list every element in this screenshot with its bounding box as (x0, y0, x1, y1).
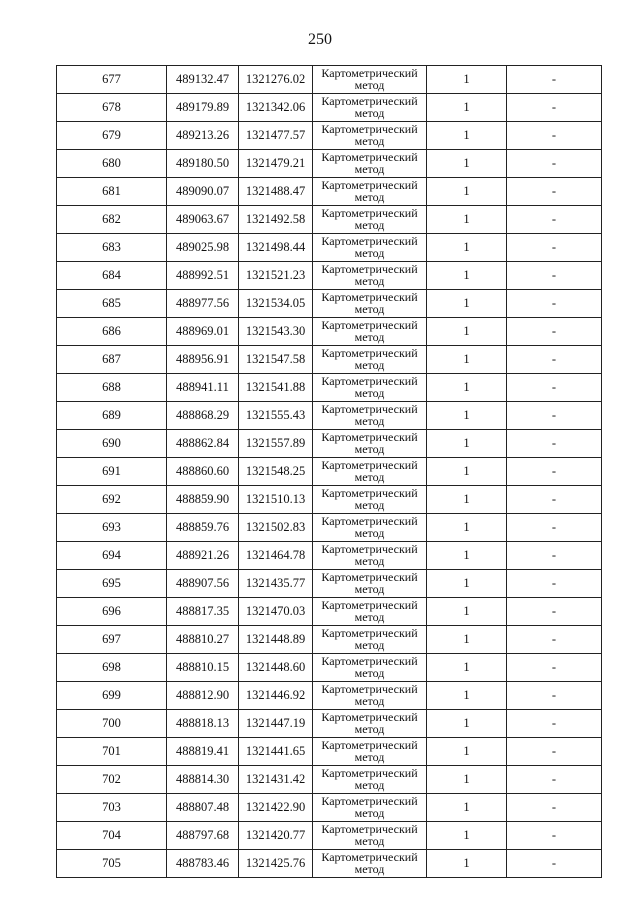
method-line-1: Картометрический (321, 514, 418, 528)
method-line-2: метод (354, 274, 385, 288)
point-number-cell: 694 (57, 542, 167, 570)
method-line-2: метод (354, 722, 385, 736)
y-coordinate-cell: 1321477.57 (239, 122, 313, 150)
point-number-cell: 683 (57, 234, 167, 262)
method-line-2: метод (354, 470, 385, 484)
y-coordinate-cell: 1321470.03 (239, 598, 313, 626)
method-cell (313, 626, 427, 654)
x-coordinate-cell: 489180.50 (167, 150, 239, 178)
precision-cell: 1 (427, 318, 507, 346)
method-line-2: метод (354, 834, 385, 848)
precision-cell: 1 (427, 262, 507, 290)
x-coordinate-cell: 488992.51 (167, 262, 239, 290)
x-coordinate-cell: 488859.76 (167, 514, 239, 542)
point-number-cell: 688 (57, 374, 167, 402)
precision-cell: 1 (427, 654, 507, 682)
x-coordinate-cell: 488819.41 (167, 738, 239, 766)
description-cell: - (507, 794, 602, 822)
y-coordinate-cell: 1321548.25 (239, 458, 313, 486)
precision-cell: 1 (427, 94, 507, 122)
description-cell: - (507, 430, 602, 458)
method-line-1: Картометрический (321, 178, 418, 192)
x-coordinate-cell: 488818.13 (167, 710, 239, 738)
method-cell (313, 822, 427, 850)
method-line-2: метод (354, 750, 385, 764)
x-coordinate-cell: 488941.11 (167, 374, 239, 402)
method-line-1: Картометрический (321, 654, 418, 668)
x-coordinate-cell: 488862.84 (167, 430, 239, 458)
method-line-1: Картометрический (321, 150, 418, 164)
precision-cell: 1 (427, 794, 507, 822)
page-number: 250 (308, 31, 332, 48)
x-coordinate-cell: 488969.01 (167, 318, 239, 346)
description-cell: - (507, 458, 602, 486)
method-line-1: Картометрический (321, 430, 418, 444)
precision-cell: 1 (427, 486, 507, 514)
method-line-1: Картометрический (321, 822, 418, 836)
description-cell: - (507, 290, 602, 318)
x-coordinate-cell: 489179.89 (167, 94, 239, 122)
description-cell: - (507, 206, 602, 234)
description-cell: - (507, 514, 602, 542)
method-line-2: метод (354, 106, 385, 120)
y-coordinate-cell: 1321448.89 (239, 626, 313, 654)
precision-cell: 1 (427, 374, 507, 402)
table-row (57, 850, 602, 878)
method-line-1: Картометрический (321, 626, 418, 640)
precision-cell: 1 (427, 766, 507, 794)
description-cell: - (507, 822, 602, 850)
x-coordinate-cell: 488810.27 (167, 626, 239, 654)
table-row (57, 150, 602, 178)
precision-cell: 1 (427, 850, 507, 878)
table-row (57, 542, 602, 570)
precision-cell: 1 (427, 598, 507, 626)
y-coordinate-cell: 1321547.58 (239, 346, 313, 374)
method-cell (313, 178, 427, 206)
method-cell (313, 234, 427, 262)
y-coordinate-cell: 1321441.65 (239, 738, 313, 766)
method-line-2: метод (354, 246, 385, 260)
description-cell: - (507, 66, 602, 94)
precision-cell: 1 (427, 542, 507, 570)
method-cell (313, 682, 427, 710)
y-coordinate-cell: 1321435.77 (239, 570, 313, 598)
point-number-cell: 702 (57, 766, 167, 794)
y-coordinate-cell: 1321447.19 (239, 710, 313, 738)
method-line-2: метод (354, 386, 385, 400)
method-line-2: метод (354, 582, 385, 596)
method-line-1: Картометрический (321, 346, 418, 360)
point-number-cell: 679 (57, 122, 167, 150)
point-number-cell: 681 (57, 178, 167, 206)
point-number-cell: 697 (57, 626, 167, 654)
description-cell: - (507, 654, 602, 682)
y-coordinate-cell: 1321431.42 (239, 766, 313, 794)
y-coordinate-cell: 1321479.21 (239, 150, 313, 178)
precision-cell: 1 (427, 178, 507, 206)
precision-cell: 1 (427, 738, 507, 766)
method-cell (313, 290, 427, 318)
description-cell: - (507, 318, 602, 346)
description-cell: - (507, 598, 602, 626)
description-cell: - (507, 542, 602, 570)
y-coordinate-cell: 1321521.23 (239, 262, 313, 290)
point-number-cell: 691 (57, 458, 167, 486)
precision-cell: 1 (427, 346, 507, 374)
table-row (57, 626, 602, 654)
method-cell (313, 598, 427, 626)
point-number-cell: 703 (57, 794, 167, 822)
table-row (57, 682, 602, 710)
y-coordinate-cell: 1321498.44 (239, 234, 313, 262)
method-line-1: Картометрический (321, 318, 418, 332)
description-cell: - (507, 178, 602, 206)
method-line-2: метод (354, 666, 385, 680)
method-line-2: метод (354, 862, 385, 876)
x-coordinate-cell: 488860.60 (167, 458, 239, 486)
method-line-2: метод (354, 78, 385, 92)
method-line-2: метод (354, 358, 385, 372)
description-cell: - (507, 710, 602, 738)
method-cell (313, 402, 427, 430)
y-coordinate-cell: 1321555.43 (239, 402, 313, 430)
method-line-2: метод (354, 638, 385, 652)
table-row (57, 738, 602, 766)
x-coordinate-cell: 488921.26 (167, 542, 239, 570)
y-coordinate-cell: 1321464.78 (239, 542, 313, 570)
description-cell: - (507, 374, 602, 402)
x-coordinate-cell: 489025.98 (167, 234, 239, 262)
method-cell (313, 346, 427, 374)
point-number-cell: 685 (57, 290, 167, 318)
method-line-1: Картометрический (321, 94, 418, 108)
precision-cell: 1 (427, 206, 507, 234)
method-line-1: Картометрический (321, 570, 418, 584)
precision-cell: 1 (427, 710, 507, 738)
point-number-cell: 682 (57, 206, 167, 234)
method-line-2: метод (354, 778, 385, 792)
point-number-cell: 692 (57, 486, 167, 514)
method-cell (313, 850, 427, 878)
y-coordinate-cell: 1321492.58 (239, 206, 313, 234)
x-coordinate-cell: 488977.56 (167, 290, 239, 318)
method-line-2: метод (354, 218, 385, 232)
x-coordinate-cell: 488814.30 (167, 766, 239, 794)
point-number-cell: 696 (57, 598, 167, 626)
point-number-cell: 687 (57, 346, 167, 374)
table-row (57, 178, 602, 206)
method-line-1: Картометрический (321, 206, 418, 220)
x-coordinate-cell: 488859.90 (167, 486, 239, 514)
method-line-2: метод (354, 190, 385, 204)
description-cell: - (507, 570, 602, 598)
method-line-1: Картометрический (321, 766, 418, 780)
method-cell (313, 122, 427, 150)
precision-cell: 1 (427, 234, 507, 262)
table-row (57, 290, 602, 318)
table-row (57, 486, 602, 514)
method-cell (313, 430, 427, 458)
method-cell (313, 318, 427, 346)
table-row (57, 710, 602, 738)
method-cell (313, 654, 427, 682)
method-line-2: метод (354, 162, 385, 176)
point-number-cell: 689 (57, 402, 167, 430)
point-number-cell: 686 (57, 318, 167, 346)
point-number-cell: 684 (57, 262, 167, 290)
table-row (57, 794, 602, 822)
method-cell (313, 766, 427, 794)
method-line-2: метод (354, 330, 385, 344)
method-line-2: метод (354, 806, 385, 820)
table-row (57, 262, 602, 290)
description-cell: - (507, 94, 602, 122)
method-line-1: Картометрический (321, 486, 418, 500)
table-row (57, 598, 602, 626)
y-coordinate-cell: 1321276.02 (239, 66, 313, 94)
method-line-2: метод (354, 610, 385, 624)
y-coordinate-cell: 1321510.13 (239, 486, 313, 514)
table-row (57, 346, 602, 374)
method-cell (313, 94, 427, 122)
x-coordinate-cell: 489213.26 (167, 122, 239, 150)
x-coordinate-cell: 488812.90 (167, 682, 239, 710)
x-coordinate-cell: 489132.47 (167, 66, 239, 94)
method-line-2: метод (354, 526, 385, 540)
description-cell: - (507, 402, 602, 430)
x-coordinate-cell: 488783.46 (167, 850, 239, 878)
x-coordinate-cell: 488907.56 (167, 570, 239, 598)
method-cell (313, 710, 427, 738)
table-row (57, 318, 602, 346)
precision-cell: 1 (427, 514, 507, 542)
method-line-1: Картометрический (321, 262, 418, 276)
method-cell (313, 150, 427, 178)
method-cell (313, 66, 427, 94)
method-cell (313, 738, 427, 766)
point-number-cell: 695 (57, 570, 167, 598)
x-coordinate-cell: 488956.91 (167, 346, 239, 374)
method-line-1: Картометрический (321, 794, 418, 808)
method-line-1: Картометрический (321, 234, 418, 248)
precision-cell: 1 (427, 150, 507, 178)
precision-cell: 1 (427, 66, 507, 94)
y-coordinate-cell: 1321541.88 (239, 374, 313, 402)
y-coordinate-cell: 1321557.89 (239, 430, 313, 458)
method-line-2: метод (354, 554, 385, 568)
point-number-cell: 700 (57, 710, 167, 738)
method-cell (313, 486, 427, 514)
point-number-cell: 693 (57, 514, 167, 542)
y-coordinate-cell: 1321502.83 (239, 514, 313, 542)
precision-cell: 1 (427, 682, 507, 710)
precision-cell: 1 (427, 822, 507, 850)
table-row (57, 66, 602, 94)
table-row (57, 766, 602, 794)
method-line-2: метод (354, 302, 385, 316)
description-cell: - (507, 738, 602, 766)
method-line-1: Картометрический (321, 738, 418, 752)
table-row (57, 654, 602, 682)
description-cell: - (507, 234, 602, 262)
table-row (57, 402, 602, 430)
table-row (57, 374, 602, 402)
method-cell (313, 794, 427, 822)
method-cell (313, 374, 427, 402)
point-number-cell: 705 (57, 850, 167, 878)
x-coordinate-cell: 489090.07 (167, 178, 239, 206)
table-row (57, 514, 602, 542)
precision-cell: 1 (427, 430, 507, 458)
x-coordinate-cell: 488817.35 (167, 598, 239, 626)
coordinates-table (56, 65, 602, 878)
y-coordinate-cell: 1321488.47 (239, 178, 313, 206)
table-row (57, 822, 602, 850)
method-cell (313, 458, 427, 486)
method-line-2: метод (354, 134, 385, 148)
description-cell: - (507, 766, 602, 794)
table-row (57, 94, 602, 122)
method-line-1: Картометрический (321, 66, 418, 80)
description-cell: - (507, 346, 602, 374)
table-row (57, 430, 602, 458)
description-cell: - (507, 682, 602, 710)
precision-cell: 1 (427, 402, 507, 430)
point-number-cell: 701 (57, 738, 167, 766)
precision-cell: 1 (427, 626, 507, 654)
method-line-2: метод (354, 442, 385, 456)
table-body (57, 66, 602, 878)
x-coordinate-cell: 488868.29 (167, 402, 239, 430)
x-coordinate-cell: 488797.68 (167, 822, 239, 850)
y-coordinate-cell: 1321446.92 (239, 682, 313, 710)
description-cell: - (507, 850, 602, 878)
point-number-cell: 704 (57, 822, 167, 850)
point-number-cell: 698 (57, 654, 167, 682)
method-cell (313, 206, 427, 234)
y-coordinate-cell: 1321425.76 (239, 850, 313, 878)
description-cell: - (507, 122, 602, 150)
description-cell: - (507, 626, 602, 654)
method-line-1: Картометрический (321, 458, 418, 472)
method-line-1: Картометрический (321, 290, 418, 304)
precision-cell: 1 (427, 290, 507, 318)
point-number-cell: 699 (57, 682, 167, 710)
method-cell (313, 514, 427, 542)
method-line-1: Картометрический (321, 710, 418, 724)
method-cell (313, 262, 427, 290)
y-coordinate-cell: 1321342.06 (239, 94, 313, 122)
y-coordinate-cell: 1321422.90 (239, 794, 313, 822)
table-row (57, 458, 602, 486)
method-line-2: метод (354, 694, 385, 708)
x-coordinate-cell: 488810.15 (167, 654, 239, 682)
table-row (57, 234, 602, 262)
method-line-2: метод (354, 414, 385, 428)
point-number-cell: 677 (57, 66, 167, 94)
point-number-cell: 680 (57, 150, 167, 178)
x-coordinate-cell: 489063.67 (167, 206, 239, 234)
table-row (57, 122, 602, 150)
point-number-cell: 690 (57, 430, 167, 458)
method-line-2: метод (354, 498, 385, 512)
point-number-cell: 678 (57, 94, 167, 122)
x-coordinate-cell: 488807.48 (167, 794, 239, 822)
table-row (57, 206, 602, 234)
method-line-1: Картометрический (321, 598, 418, 612)
precision-cell: 1 (427, 570, 507, 598)
precision-cell: 1 (427, 122, 507, 150)
y-coordinate-cell: 1321543.30 (239, 318, 313, 346)
description-cell: - (507, 486, 602, 514)
method-line-1: Картометрический (321, 850, 418, 864)
method-cell (313, 570, 427, 598)
method-cell (313, 542, 427, 570)
y-coordinate-cell: 1321448.60 (239, 654, 313, 682)
method-line-1: Картометрический (321, 374, 418, 388)
y-coordinate-cell: 1321534.05 (239, 290, 313, 318)
method-line-1: Картометрический (321, 402, 418, 416)
table-row (57, 570, 602, 598)
description-cell: - (507, 150, 602, 178)
method-line-1: Картометрический (321, 122, 418, 136)
y-coordinate-cell: 1321420.77 (239, 822, 313, 850)
description-cell: - (507, 262, 602, 290)
method-line-1: Картометрический (321, 682, 418, 696)
method-line-1: Картометрический (321, 542, 418, 556)
precision-cell: 1 (427, 458, 507, 486)
